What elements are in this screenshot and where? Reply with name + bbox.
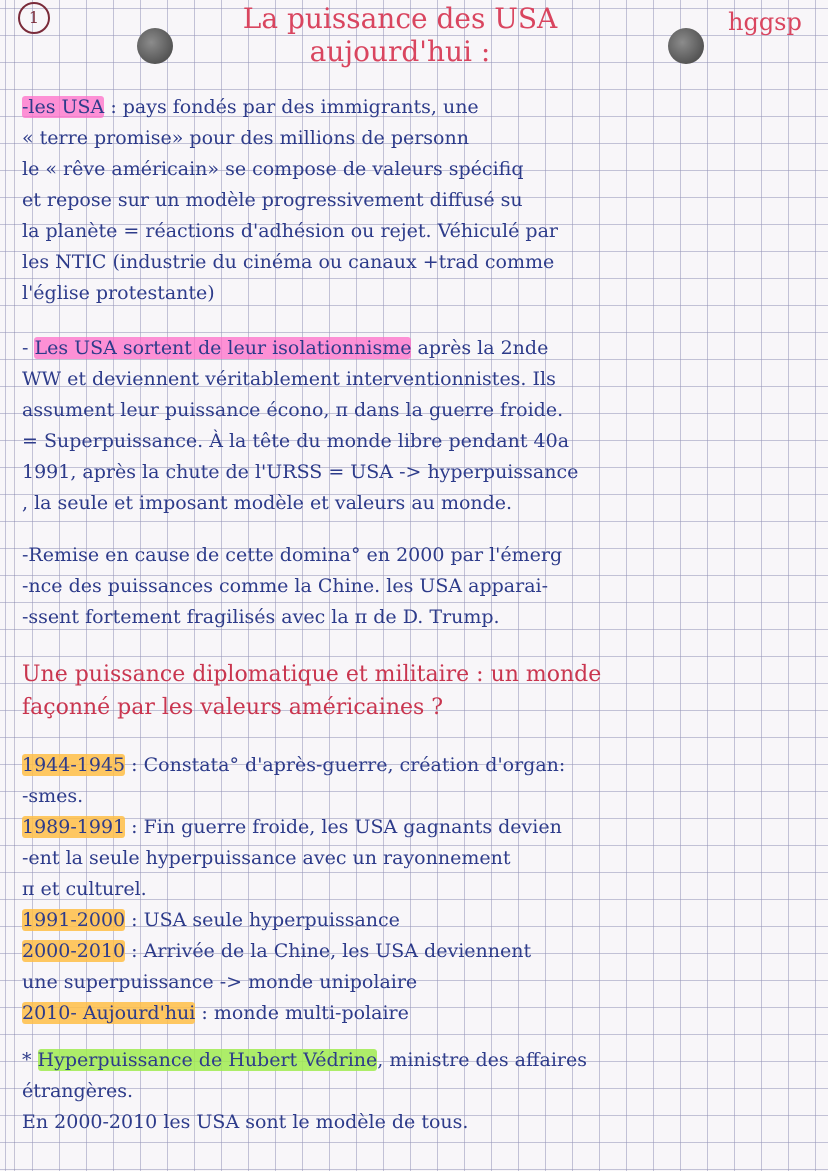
- text-line: -smes.: [22, 785, 84, 807]
- text-line: 1991, après la chute de l'URSS = USA -> hyperpuissance: [22, 461, 579, 483]
- binder-hole-left: [137, 28, 173, 64]
- highlight-hyperpuissance: Hyperpuissance de Hubert Védrine: [37, 1049, 378, 1071]
- timeline-row: [22, 812, 822, 843]
- text-fragment: : Constata° d'après-guerre, création d'organ:: [125, 754, 566, 776]
- text-line: le « rêve américain» se compose de valeurs spécifiq: [22, 158, 524, 180]
- date-label: 1989-1991: [22, 816, 126, 838]
- page-title: [190, 2, 610, 68]
- text-line: -ent la seule hyperpuissance avec un rayonnement: [22, 847, 511, 869]
- page-number: 1: [18, 2, 50, 34]
- text-fragment: : monde multi-polaire: [195, 1002, 409, 1024]
- binder-hole-right: [668, 28, 704, 64]
- date-label: 1991-2000: [22, 909, 126, 931]
- paragraph-isolationism: [22, 333, 822, 519]
- highlight-les-usa: -les USA: [22, 96, 105, 118]
- text-line: [22, 92, 822, 123]
- date-label: 2010- Aujourd'hui: [22, 1002, 196, 1024]
- timeline-row: [22, 905, 822, 936]
- text-line: -ssent fortement fragilisés avec la π de D. Trump.: [22, 606, 500, 628]
- text-line: une superpuissance -> monde unipolaire: [22, 971, 418, 993]
- timeline: [22, 750, 822, 1029]
- title-line-2: aujourd'hui :: [309, 35, 491, 68]
- heading-line-2: façonné par les valeurs américaines ?: [22, 695, 444, 720]
- paragraph-usa-intro: [22, 92, 822, 309]
- section-heading: [22, 658, 822, 724]
- timeline-row: [22, 998, 822, 1029]
- text-fragment: : Fin guerre froide, les USA gagnants devien: [125, 816, 562, 838]
- course-tag: hggsp: [728, 8, 802, 36]
- footnote: [22, 1045, 822, 1138]
- title-line-1: La puissance des USA: [242, 2, 558, 35]
- text-fragment: après la 2nde: [411, 337, 549, 359]
- text-line: -nce des puissances comme la Chine. les USA apparai-: [22, 575, 549, 597]
- text-line: -Remise en cause de cette domina° en 2000 par l'émerg: [22, 544, 563, 566]
- paragraph-challenge: [22, 540, 822, 633]
- date-label: 2000-2010: [22, 940, 126, 962]
- timeline-row: [22, 936, 822, 967]
- text-line: la planète = réactions d'adhésion ou rejet. Véhiculé par: [22, 220, 558, 242]
- text-line: = Superpuissance. À la tête du monde libre pendant 40a: [22, 430, 570, 452]
- asterisk: *: [22, 1049, 32, 1071]
- highlight-isolationism: Les USA sortent de leur isolationnisme: [34, 337, 412, 359]
- text-line: π et culturel.: [22, 878, 147, 900]
- text-line: En 2000-2010 les USA sont le modèle de tous.: [22, 1111, 469, 1133]
- text-line: et repose sur un modèle progressivement diffusé su: [22, 189, 523, 211]
- timeline-row: [22, 750, 822, 781]
- footnote-line: [22, 1045, 822, 1076]
- text-fragment: : USA seule hyperpuissance: [125, 909, 400, 931]
- text-line: étrangères.: [22, 1080, 134, 1102]
- text-line: « terre promise» pour des millions de personn: [22, 127, 469, 149]
- text-fragment: -: [22, 337, 35, 359]
- text-fragment: , ministre des affaires: [377, 1049, 587, 1071]
- text-line: les NTIC (industrie du cinéma ou canaux +trad comme: [22, 251, 555, 273]
- text-fragment: : pays fondés par des immigrants, une: [104, 96, 479, 118]
- text-line: l'église protestante): [22, 282, 215, 304]
- text-line: [22, 333, 822, 364]
- notebook-margin: [0, 0, 15, 1171]
- text-line: assument leur puissance écono, π dans la guerre froide.: [22, 399, 564, 421]
- text-fragment: : Arrivée de la Chine, les USA deviennent: [125, 940, 532, 962]
- heading-line-1: Une puissance diplomatique et militaire : un monde: [22, 662, 602, 687]
- date-label: 1944-1945: [22, 754, 126, 776]
- text-line: , la seule et imposant modèle et valeurs au monde.: [22, 492, 513, 514]
- text-line: WW et deviennent véritablement interventionnistes. Ils: [22, 368, 556, 390]
